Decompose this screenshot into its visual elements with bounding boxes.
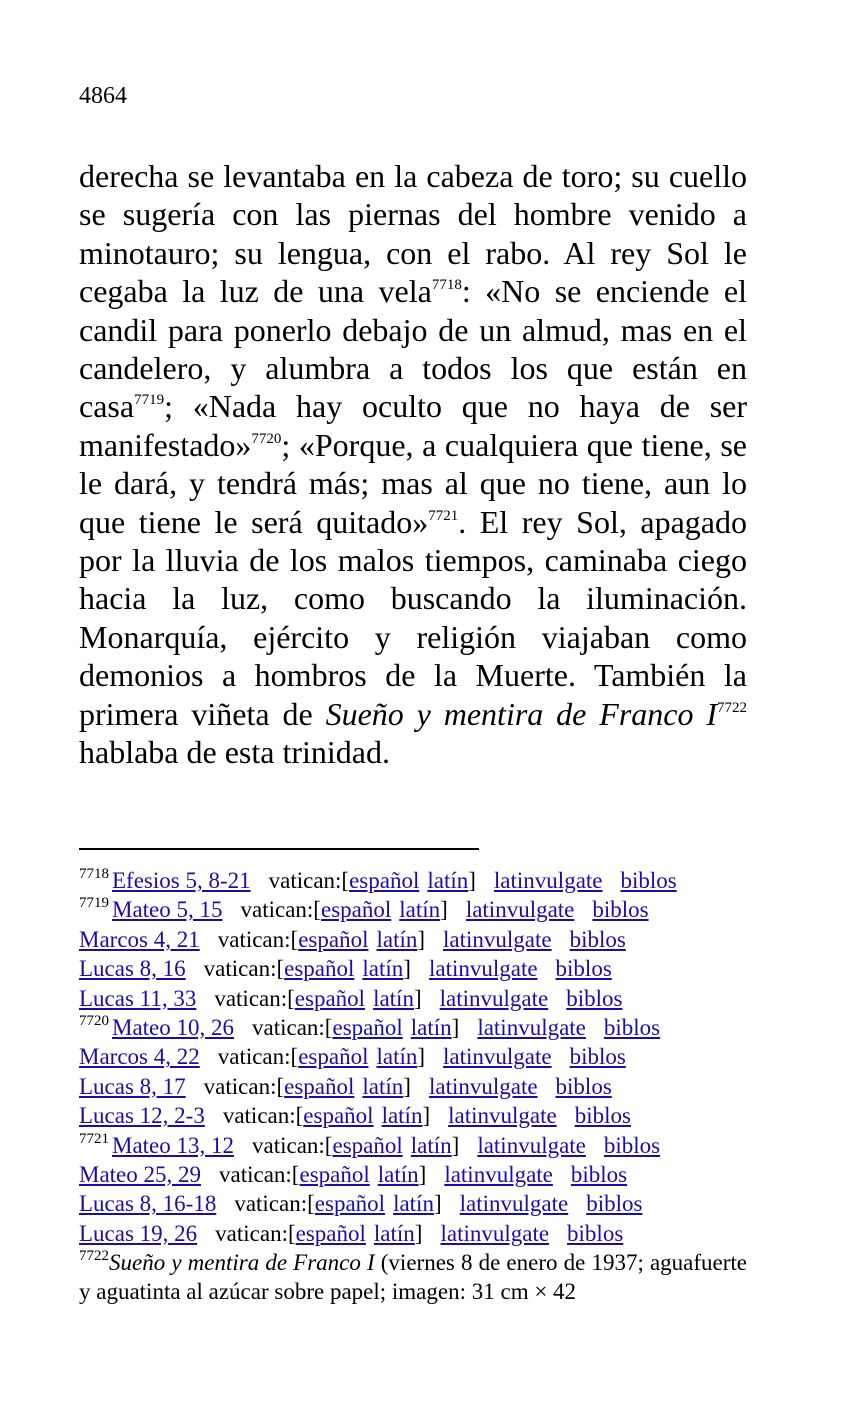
biblos-link[interactable]: biblos [555,1073,612,1099]
latin-link[interactable]: latín [410,1014,452,1040]
bracket-close: ] [403,1073,411,1099]
espanol-link[interactable]: español [332,1014,403,1040]
bracket-close: ] [418,1161,427,1187]
espanol-link[interactable]: español [298,1044,369,1070]
latin-link[interactable]: latín [376,1044,418,1070]
footnotes [79,866,747,1307]
scripture-ref-link[interactable]: Lucas 12, 2-3 [79,1103,205,1129]
scripture-ref-link[interactable]: Mateo 25, 29 [79,1161,202,1187]
footnote-ref[interactable]: 7721 [428,507,459,524]
bracket-close: ] [440,897,448,923]
espanol-link[interactable]: español [303,1103,374,1129]
latin-link[interactable]: latín [362,1073,404,1099]
latinvulgate-link[interactable]: latinvulgate [439,985,549,1011]
footnote-number: 7718 [79,866,109,882]
biblos-link[interactable]: biblos [566,985,623,1011]
scripture-ref-link[interactable]: Lucas 19, 26 [79,1220,198,1246]
vatican-label: vatican:[ [268,868,350,893]
latin-link[interactable]: latín [377,1161,419,1187]
vatican-label: vatican:[ [217,1044,299,1070]
footnote-number: 7720 [79,1012,109,1029]
scripture-ref-link[interactable]: Lucas 11, 33 [79,985,197,1011]
footnote-row [79,954,747,983]
scripture-ref-link[interactable]: Mateo 13, 12 [112,1132,235,1158]
bracket-close: ] [451,1014,460,1040]
espanol-link[interactable]: español [332,1132,403,1158]
vatican-label: vatican:[ [215,1220,296,1246]
latinvulgate-link[interactable]: latinvulgate [465,897,575,923]
latinvulgate-link[interactable]: latinvulgate [448,1103,557,1129]
footnote-row [79,1160,747,1189]
footnote-7722: $^{7722}$Sueño y mentira de Franco I (viernes 8 de enero de 1937; aguafuerte y aguatinta al azúcar sobre papel; imagen: 31 cm × 42 [79,1248,747,1305]
latin-link[interactable]: latín [393,1191,434,1217]
biblos-link[interactable]: biblos [586,1191,643,1217]
footnote-row [79,895,747,924]
latin-link[interactable]: latín [381,1103,423,1129]
bracket-close: ] [433,1191,442,1217]
footnote-row [79,1131,747,1160]
footnote-ref[interactable]: 7719 [134,392,165,409]
scripture-ref-link[interactable]: Marcos 4, 21 [79,926,200,952]
latinvulgate-link[interactable]: latinvulgate [440,1220,550,1246]
latinvulgate-link[interactable]: latinvulgate [428,956,538,982]
footnote-row [79,1013,747,1042]
body-paragraph: derecha se levantaba en la cabeza de toro; su cuello se sugería con las piernas del hombre venido a minotauro; su lengua, con el rabo. Al rey Sol le cegaba la luz de una vela$^{7718}$: «No se enciende el candil para ponerlo debajo de un almud, mas en el candelero, y alumbra a todos los que están en casa$^{7719}$; «Nada hay oculto que no haya de ser manifestado»$^{7720}$; «Porque, a cualquiera que tiene, se le dará, y tendrá más; mas al que no tiene, aun lo que tiene le será quitado»$^{7721}$. El rey Sol, apagado por la lluvia de los malos tiempos, caminaba ciego hacia la luz, como buscando la iluminación. Monarquía, ejército y religión viajaban como demonios a hombros de la Muerte. También la primera viñeta de Sueño y mentira de Franco $I^{7722}$ hablaba de esta trinidad. [79,158,748,771]
latin-link[interactable]: latín [362,956,404,982]
scripture-ref-link[interactable]: Marcos 4, 22 [79,1044,200,1070]
footnote-row [79,1101,747,1130]
scripture-ref-link[interactable]: Lucas 8, 17 [79,1073,186,1099]
vatican-label: vatican:[ [252,1132,333,1158]
footnote-ref[interactable]: 7718 [431,277,462,294]
footnote-ref[interactable]: 7722 [717,699,748,716]
bracket-close: ] [417,926,426,952]
footnote-row [79,984,747,1013]
latinvulgate-link[interactable]: latinvulgate [477,1132,586,1158]
vatican-label: vatican:[ [203,956,285,982]
vatican-label: vatican:[ [219,1161,300,1187]
page-number: 4864 [79,83,127,109]
vatican-label: vatican:[ [214,985,295,1011]
bracket-close: ] [422,1103,431,1129]
biblos-link[interactable]: biblos [603,1132,661,1158]
vatican-label: vatican:[ [222,1103,304,1129]
artwork-title: Sueño y mentira de Franco I [325,695,718,732]
espanol-link[interactable]: español [294,985,366,1011]
scripture-ref-link[interactable]: Lucas 8, 16 [79,956,186,982]
vatican-label: vatican:[ [252,1014,333,1040]
espanol-link[interactable]: español [349,868,420,893]
espanol-link[interactable]: español [295,1220,366,1246]
scripture-ref-link[interactable]: Lucas 8, 16-18 [79,1191,217,1217]
latin-link[interactable]: latín [373,985,414,1011]
biblos-link[interactable]: biblos [567,1220,624,1246]
biblos-link[interactable]: biblos [592,897,649,923]
espanol-link[interactable]: español [314,1191,386,1217]
footnote-row [79,1042,747,1071]
biblos-link[interactable]: biblos [570,1161,628,1187]
scripture-ref-link[interactable]: Mateo 5, 15 [112,897,223,923]
bracket-close: ] [414,1220,423,1246]
latin-link[interactable]: latín [410,1132,452,1158]
latinvulgate-link[interactable]: latinvulgate [493,868,603,893]
latinvulgate-link[interactable]: latinvulgate [444,1161,553,1187]
footnote-row [79,1189,747,1218]
bracket-close: ] [417,1044,426,1070]
latinvulgate-link[interactable]: latinvulgate [443,1044,552,1070]
biblos-link[interactable]: biblos [574,1103,631,1129]
latinvulgate-link[interactable]: latinvulgate [428,1073,538,1099]
footnote-number: 7721 [79,1130,109,1147]
footnote-ref[interactable]: 7720 [251,430,282,447]
footnote-separator [79,848,479,850]
vatican-label: vatican:[ [217,926,299,952]
vatican-label: vatican:[ [234,1191,315,1217]
biblos-link[interactable]: biblos [569,1044,626,1070]
bracket-close: ] [451,1132,460,1158]
footnote-number: 7719 [79,895,109,912]
vatican-label: vatican:[ [240,897,321,923]
scripture-ref-link[interactable]: Mateo 10, 26 [112,1014,235,1040]
biblos-link[interactable]: biblos [620,868,677,893]
latinvulgate-link[interactable]: latinvulgate [443,926,552,952]
espanol-link[interactable]: español [284,956,355,982]
espanol-link[interactable]: español [299,1161,370,1187]
espanol-link[interactable]: español [320,897,392,923]
vatican-label: vatican:[ [203,1073,285,1099]
espanol-link[interactable]: español [298,926,369,952]
latinvulgate-link[interactable]: latinvulgate [459,1191,569,1217]
footnote-row [79,1072,747,1101]
latin-link[interactable]: latín [373,1220,415,1246]
bracket-close: ] [403,956,411,982]
bracket-close: ] [468,868,476,893]
footnote-row [79,1219,747,1248]
latin-link[interactable]: latín [376,926,418,952]
biblos-link[interactable]: biblos [603,1014,661,1040]
footnote-row [79,866,747,895]
bracket-close: ] [413,985,422,1011]
biblos-link[interactable]: biblos [569,926,626,952]
footnote-row [79,925,747,954]
biblos-link[interactable]: biblos [555,956,612,982]
espanol-link[interactable]: español [284,1073,355,1099]
scripture-ref-link[interactable]: Efesios 5, 8-21 [112,868,251,893]
latin-link[interactable]: latín [427,868,469,893]
latin-link[interactable]: latín [399,897,441,923]
latinvulgate-link[interactable]: latinvulgate [477,1014,586,1040]
